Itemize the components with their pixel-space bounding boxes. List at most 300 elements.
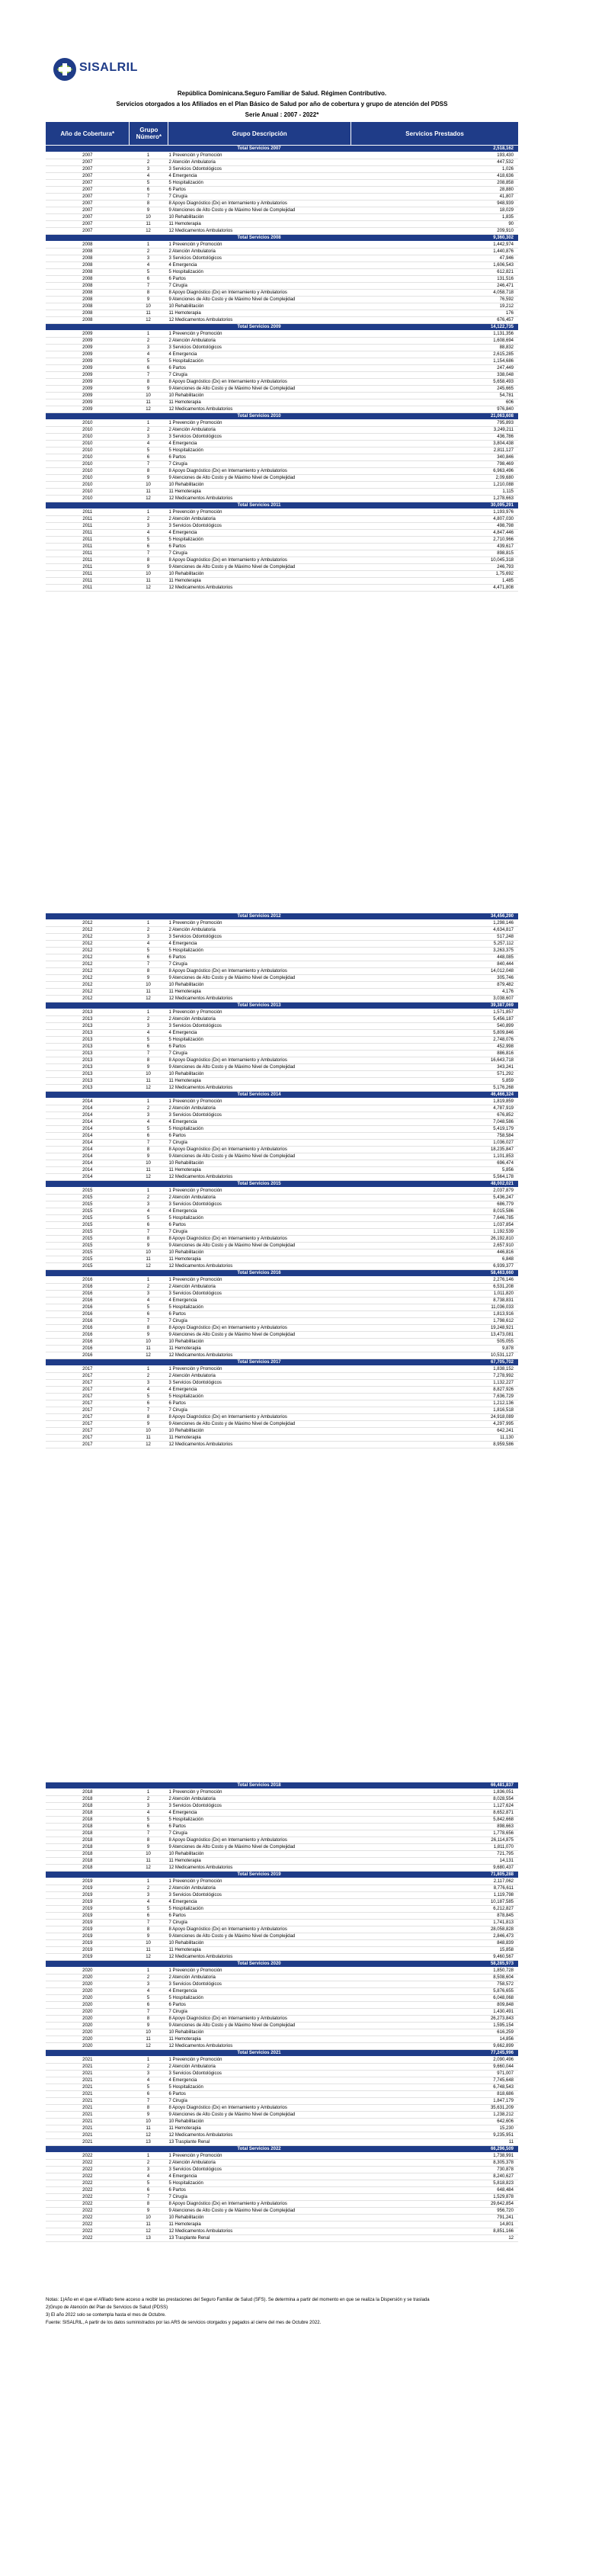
total-spacer [130, 1270, 168, 1276]
year-cell: 2020 [82, 2003, 93, 2007]
year-cell: 2019 [82, 1955, 93, 1959]
group-description-cell: 3 Servicios Odontológicos [168, 1381, 222, 1385]
year-cell: 2013 [82, 1058, 93, 1063]
services-cell: 8,028,554 [493, 1797, 514, 1801]
group-number-cell: 12 [146, 1264, 151, 1269]
year-cell: 2013 [82, 1010, 93, 1015]
group-number-cell: 7 [146, 1920, 150, 1925]
services-cell: 2,117,062 [493, 1879, 514, 1884]
group-number-cell: 3 [146, 1202, 150, 1207]
table-row [46, 948, 518, 954]
year-cell: 2017 [82, 1408, 93, 1413]
services-cell: 208,858 [497, 181, 514, 185]
year-cell: 2016 [82, 1291, 93, 1296]
total-value: 66,481,837 [490, 1783, 514, 1788]
year-cell: 2014 [82, 1120, 93, 1124]
services-cell: 193,430 [497, 153, 514, 158]
group-description-cell: 1 Prevención y Promoción [168, 1790, 222, 1795]
year-cell: 2017 [82, 1374, 93, 1378]
group-number-cell: 9 [146, 297, 150, 302]
group-number-cell: 10 [146, 1429, 151, 1433]
services-cell: 10,531,127 [490, 1353, 514, 1358]
group-description-cell: 10 Rehabilitación [168, 1250, 204, 1255]
services-cell: 616,259 [497, 2030, 514, 2035]
year-cell: 2020 [82, 2016, 93, 2021]
group-number-cell: 11 [146, 1168, 151, 1173]
year-cell: 2009 [82, 393, 93, 398]
services-cell: 9,460,567 [493, 1955, 514, 1959]
group-description-cell: 6 Partos [168, 2188, 186, 2193]
table-row [46, 1878, 518, 1885]
total-spacer [46, 1002, 130, 1009]
group-number-cell: 11 [146, 1948, 151, 1952]
table-row [46, 550, 518, 557]
group-number-cell: 12 [146, 1086, 151, 1090]
table-row [46, 2064, 518, 2071]
group-description-cell: 6 Partos [168, 1223, 186, 1227]
group-description-cell: 5 Hospitalización [168, 537, 203, 542]
total-spacer [130, 1359, 168, 1365]
total-label: Total Servicios 2018 [237, 1783, 281, 1788]
year-cell: 2010 [82, 421, 93, 425]
group-number-cell: 7 [146, 284, 150, 288]
group-description-cell: 12 Medicamentos Ambulatorios [168, 1865, 233, 1870]
year-cell: 2007 [82, 215, 93, 220]
group-description-cell: 4 Emergencia [168, 1811, 197, 1815]
group-description-cell: 9 Atenciones de Alto Costo y de Máximo Nivel de Complejidad [168, 476, 296, 480]
group-number-cell: 11 [146, 400, 151, 405]
services-cell: 2,710,966 [493, 537, 514, 542]
year-cell: 2020 [82, 1968, 93, 1973]
services-cell: 7,646,785 [493, 1216, 514, 1221]
group-description-cell: 1 Prevención y Promoción [168, 421, 222, 425]
group-number-cell: 4 [146, 1900, 150, 1904]
year-cell: 2007 [82, 167, 93, 172]
services-cell: 1,210,088 [493, 483, 514, 487]
group-number-cell: 1 [146, 510, 150, 515]
services-cell: 1,850,728 [493, 1968, 514, 1973]
group-number-cell: 12 [146, 318, 151, 322]
group-description-cell: 10 Rehabilitación [168, 2030, 204, 2035]
group-number-cell: 1 [146, 2154, 150, 2158]
group-number-cell: 6 [146, 366, 150, 371]
table-page-3 [46, 1782, 518, 2242]
group-number-cell: 2 [146, 1017, 150, 1022]
services-cell: 439,617 [497, 544, 514, 549]
group-number-cell: 3 [146, 435, 150, 439]
table-row [46, 1968, 518, 1975]
group-number-cell: 7 [146, 1319, 150, 1323]
services-cell: 246,471 [497, 284, 514, 288]
group-description-cell: 4 Emergencia [168, 441, 197, 446]
group-description-cell: 11 Hemoterapia [168, 1346, 201, 1351]
services-cell: 90 [508, 222, 514, 226]
group-number-cell: 5 [146, 1996, 150, 2000]
group-number-cell: 9 [146, 1845, 150, 1849]
year-cell: 2015 [82, 1257, 93, 1262]
year-cell: 2012 [82, 962, 93, 967]
group-description-cell: 4 Emergencia [168, 942, 197, 946]
services-cell: 1,819,859 [493, 1099, 514, 1104]
year-cell: 2019 [82, 1934, 93, 1939]
total-row [46, 146, 518, 152]
services-cell: 791,241 [497, 2215, 514, 2220]
group-description-cell: 2 Atención Ambulatoria [168, 1374, 216, 1378]
services-cell: 5,176,268 [493, 1086, 514, 1090]
table-row [46, 1215, 518, 1222]
table-row [46, 2098, 518, 2105]
year-cell: 2017 [82, 1381, 93, 1385]
year-cell: 2011 [82, 558, 93, 563]
group-description-cell: 10 Rehabilitación [168, 2119, 204, 2124]
group-number-cell: 11 [146, 1346, 151, 1351]
table-row [46, 516, 518, 523]
group-number-cell: 10 [146, 1941, 151, 1946]
group-description-cell: 1 Prevención y Promoción [168, 1189, 222, 1193]
total-row [46, 1782, 518, 1789]
table-row [46, 1366, 518, 1373]
group-number-cell: 2 [146, 1797, 150, 1801]
table-row [46, 2235, 518, 2242]
group-description-cell: 12 Medicamentos Ambulatorios [168, 2133, 233, 2138]
group-description-cell: 2 Atención Ambulatoria [168, 1975, 216, 1980]
year-cell: 2008 [82, 290, 93, 295]
services-cell: 41,807 [499, 194, 514, 199]
year-cell: 2017 [82, 1387, 93, 1392]
year-cell: 2013 [82, 1017, 93, 1022]
services-cell: 19,248,921 [490, 1326, 514, 1330]
total-label: Total Servicios 2008 [237, 236, 281, 240]
services-cell: 19,212 [499, 304, 514, 309]
year-cell: 2009 [82, 387, 93, 391]
services-cell: 879,482 [497, 983, 514, 987]
services-cell: 1,835 [501, 215, 514, 220]
year-cell: 2018 [82, 1865, 93, 1870]
year-cell: 2019 [82, 1886, 93, 1891]
year-cell: 2010 [82, 428, 93, 432]
services-cell: 5,809,846 [493, 1031, 514, 1035]
services-cell: 3,263,375 [493, 948, 514, 953]
total-spacer [130, 2146, 168, 2152]
table-row [46, 1105, 518, 1112]
services-cell: 6,939,377 [493, 1264, 514, 1269]
year-cell: 2020 [82, 1982, 93, 1987]
group-description-cell: 3 Servicios Odontológicos [168, 1113, 222, 1118]
title-line-2: Servicios otorgados a los Afiliados en el Plan Básico de Salud por año de cobertura y grupo de atención del PDSS [116, 101, 448, 107]
group-description-cell: 10 Rehabilitación [168, 1072, 204, 1076]
year-cell: 2017 [82, 1367, 93, 1371]
year-cell: 2021 [82, 2092, 93, 2096]
group-number-cell: 6 [146, 1223, 150, 1227]
year-cell: 2007 [82, 229, 93, 233]
group-description-cell: 6 Partos [168, 1824, 186, 1829]
services-cell: 571,292 [497, 1072, 514, 1076]
group-number-cell: 7 [146, 1051, 150, 1056]
services-cell: 1,278,663 [493, 496, 514, 501]
group-description-cell: 10 Rehabilitación [168, 393, 204, 398]
services-cell: 24,918,089 [490, 1415, 514, 1420]
group-number-cell: 11 [146, 222, 151, 226]
table-row [46, 152, 518, 159]
table-row [46, 975, 518, 982]
year-cell: 2011 [82, 585, 93, 590]
year-cell: 2012 [82, 955, 93, 960]
year-cell: 2009 [82, 352, 93, 357]
services-cell: 840,444 [497, 962, 514, 967]
table-row [46, 1099, 518, 1105]
table-row [46, 1222, 518, 1229]
year-cell: 2008 [82, 297, 93, 302]
group-number-cell: 1 [146, 1189, 150, 1193]
table-row [46, 1906, 518, 1913]
table-row [46, 2153, 518, 2160]
services-cell: 9,662,899 [493, 2044, 514, 2048]
year-cell: 2010 [82, 489, 93, 494]
table-row [46, 221, 518, 228]
total-row [46, 1002, 518, 1009]
services-cell: 338,048 [497, 373, 514, 377]
services-cell: 498,798 [497, 524, 514, 528]
group-number-cell: 10 [146, 2119, 151, 2124]
group-description-cell: 9 Atenciones de Alto Costo y de Máximo Nivel de Complejidad [168, 1065, 296, 1070]
year-cell: 2019 [82, 1914, 93, 1918]
group-number-cell: 3 [146, 2071, 150, 2076]
services-cell: 540,899 [497, 1024, 514, 1028]
total-spacer [46, 1270, 130, 1276]
total-label: Total Servicios 2022 [237, 2147, 281, 2151]
total-value: 66,296,509 [490, 2147, 514, 2151]
services-cell: 5,257,112 [493, 942, 514, 946]
services-cell: 88,832 [499, 345, 514, 350]
services-cell: 1,011,820 [493, 1291, 514, 1296]
group-number-cell: 5 [146, 1907, 150, 1911]
table-row [46, 1892, 518, 1899]
table-row [46, 2228, 518, 2235]
services-cell: 1,430,491 [493, 2010, 514, 2014]
group-description-cell: 7 Cirugía [168, 962, 187, 967]
group-number-cell: 3 [146, 345, 150, 350]
table-row [46, 1373, 518, 1380]
services-cell: 176 [505, 311, 514, 316]
group-description-cell: 4 Emergencia [168, 174, 197, 178]
services-cell: 1,847,179 [493, 2099, 514, 2103]
table-row [46, 954, 518, 961]
services-cell: 642,606 [497, 2119, 514, 2124]
group-description-cell: 11 Hemoterapia [168, 1257, 201, 1262]
services-cell: 3,804,438 [493, 441, 514, 446]
services-cell: 1,595,154 [493, 2023, 514, 2028]
group-description-cell: 8 Apoyo Diagnóstico (Dx) en Internamiento y Ambulatorios [168, 201, 287, 206]
table-row [46, 434, 518, 441]
table-row [46, 1188, 518, 1195]
year-cell: 2014 [82, 1099, 93, 1104]
services-cell: 1,608,694 [493, 338, 514, 343]
group-number-cell: 9 [146, 1333, 150, 1337]
group-number-cell: 11 [146, 579, 151, 583]
total-spacer [130, 1181, 168, 1187]
year-cell: 2018 [82, 1859, 93, 1863]
group-description-cell: 7 Cirugía [168, 1408, 187, 1413]
table-row [46, 1243, 518, 1250]
group-description-cell: 11 Hemoterapia [168, 1948, 201, 1952]
group-description-cell: 2 Atención Ambulatoria [168, 1886, 216, 1891]
table-row [46, 2139, 518, 2146]
group-number-cell: 12 [146, 2229, 151, 2234]
total-spacer [130, 235, 168, 241]
group-number-cell: 12 [146, 1175, 151, 1179]
group-number-cell: 11 [146, 2126, 151, 2131]
group-number-cell: 9 [146, 2112, 150, 2117]
table-row [46, 571, 518, 578]
services-cell: 4,787,919 [493, 1106, 514, 1111]
group-number-cell: 8 [146, 1415, 150, 1420]
services-cell: 16,643,718 [490, 1058, 514, 1063]
total-row [46, 2146, 518, 2153]
services-cell: 26,273,843 [490, 2016, 514, 2021]
services-cell: 1,212,136 [493, 1401, 514, 1406]
year-cell: 2012 [82, 948, 93, 953]
total-row [46, 1181, 518, 1188]
services-cell: 898,663 [497, 1824, 514, 1829]
group-description-cell: 5 Hospitalización [168, 948, 203, 953]
group-number-cell: 6 [146, 955, 150, 960]
group-description-cell: 5 Hospitalización [168, 1216, 203, 1221]
year-cell: 2020 [82, 2010, 93, 2014]
group-description-cell: 5 Hospitalización [168, 2085, 203, 2090]
group-description-cell: 9 Atenciones de Alto Costo y de Máximo Nivel de Complejidad [168, 297, 296, 302]
group-number-cell: 9 [146, 976, 150, 980]
year-cell: 2019 [82, 1927, 93, 1932]
total-label: Total Servicios 2017 [237, 1360, 281, 1365]
year-cell: 2015 [82, 1250, 93, 1255]
note-3: 3) El año 2022 solo se contempla hasta el mes de Octubre. [46, 2313, 166, 2318]
group-number-cell: 4 [146, 1031, 150, 1035]
services-cell: 795,893 [497, 421, 514, 425]
total-spacer [46, 235, 130, 241]
group-description-cell: 4 Emergencia [168, 352, 197, 357]
table-row [46, 1407, 518, 1414]
year-cell: 2021 [82, 2085, 93, 2090]
services-cell: 448,085 [497, 955, 514, 960]
total-row [46, 1270, 518, 1277]
year-cell: 2012 [82, 942, 93, 946]
group-description-cell: 5 Hospitalización [168, 181, 203, 185]
year-cell: 2009 [82, 332, 93, 336]
table-row [46, 1988, 518, 1995]
year-cell: 2022 [82, 2202, 93, 2206]
table-row [46, 2029, 518, 2036]
group-number-cell: 8 [146, 2016, 150, 2021]
table-row [46, 2077, 518, 2084]
services-cell: 14,801 [499, 2222, 514, 2227]
services-cell: 1,816,518 [493, 1408, 514, 1413]
year-cell: 2021 [82, 2140, 93, 2145]
table-row [46, 482, 518, 489]
group-number-cell: 3 [146, 2167, 150, 2172]
table-row [46, 496, 518, 502]
group-number-cell: 4 [146, 942, 150, 946]
services-cell: 1,193,976 [493, 510, 514, 515]
total-spacer [130, 2050, 168, 2056]
services-cell: 26,114,875 [491, 1838, 514, 1843]
year-cell: 2014 [82, 1106, 93, 1111]
header-year: Año de Cobertura* [46, 122, 130, 145]
group-description-cell: 2 Atención Ambulatoria [168, 1285, 216, 1289]
group-description-cell: 13 Trasplante Renal [168, 2236, 210, 2241]
group-number-cell: 8 [146, 2202, 150, 2206]
group-description-cell: 11 Hemoterapia [168, 1859, 201, 1863]
table-row [46, 989, 518, 996]
year-cell: 2010 [82, 435, 93, 439]
group-description-cell: 5 Hospitalización [168, 1038, 203, 1042]
year-cell: 2022 [82, 2195, 93, 2199]
group-description-cell: 5 Hospitalización [168, 1907, 203, 1911]
group-description-cell: 7 Cirugía [168, 373, 187, 377]
year-cell: 2016 [82, 1298, 93, 1303]
group-description-cell: 7 Cirugía [168, 2010, 187, 2014]
services-cell: 1,836,051 [493, 1790, 514, 1795]
group-number-cell: 5 [146, 1305, 150, 1310]
services-cell: 798,469 [497, 462, 514, 467]
services-cell: 648,484 [497, 2188, 514, 2193]
table-row [46, 310, 518, 317]
group-number-cell: 3 [146, 1982, 150, 1987]
table-row [46, 1428, 518, 1435]
group-description-cell: 12 Medicamentos Ambulatorios [168, 407, 233, 412]
table-row [46, 1387, 518, 1394]
year-cell: 2011 [82, 579, 93, 583]
year-cell: 2020 [82, 2023, 93, 2028]
table-row [46, 1325, 518, 1332]
table-row [46, 399, 518, 406]
year-cell: 2008 [82, 263, 93, 268]
services-cell: 14,012,048 [490, 969, 514, 974]
services-cell: 758,572 [497, 1982, 514, 1987]
services-cell: 676,457 [497, 318, 514, 322]
services-cell: 6,748,543 [493, 2085, 514, 2090]
year-cell: 2015 [82, 1195, 93, 1200]
group-description-cell: 7 Cirugía [168, 1140, 187, 1145]
group-description-cell: 8 Apoyo Diagnóstico (Dx) en Internamiento y Ambulatorios [168, 1927, 287, 1932]
table-row [46, 1229, 518, 1236]
table-row [46, 1256, 518, 1263]
year-cell: 2007 [82, 194, 93, 199]
services-cell: 1,119,798 [493, 1893, 514, 1898]
services-cell: 1,132,227 [493, 1381, 514, 1385]
group-number-cell: 6 [146, 2188, 150, 2193]
group-description-cell: 8 Apoyo Diagnóstico (Dx) en Internamiento y Ambulatorios [168, 1237, 287, 1241]
table-row [46, 1126, 518, 1133]
group-number-cell: 8 [146, 201, 150, 206]
year-cell: 2022 [82, 2209, 93, 2213]
table-row [46, 996, 518, 1002]
year-cell: 2010 [82, 448, 93, 453]
table-row [46, 2132, 518, 2139]
group-description-cell: 9 Atenciones de Alto Costo y de Máximo Nivel de Complejidad [168, 1243, 296, 1248]
services-cell: 5,859 [501, 1079, 514, 1083]
group-number-cell: 1 [146, 332, 150, 336]
group-description-cell: 12 Medicamentos Ambulatorios [168, 318, 233, 322]
table-row [46, 1400, 518, 1407]
group-number-cell: 7 [146, 373, 150, 377]
services-cell: 3,038,607 [493, 996, 514, 1001]
total-value: 71,805,288 [490, 1872, 514, 1877]
group-description-cell: 2 Atención Ambulatoria [168, 160, 216, 165]
year-cell: 2009 [82, 359, 93, 364]
group-description-cell: 7 Cirugía [168, 284, 187, 288]
total-value: 39,387,069 [490, 1003, 514, 1008]
table-row [46, 2023, 518, 2029]
